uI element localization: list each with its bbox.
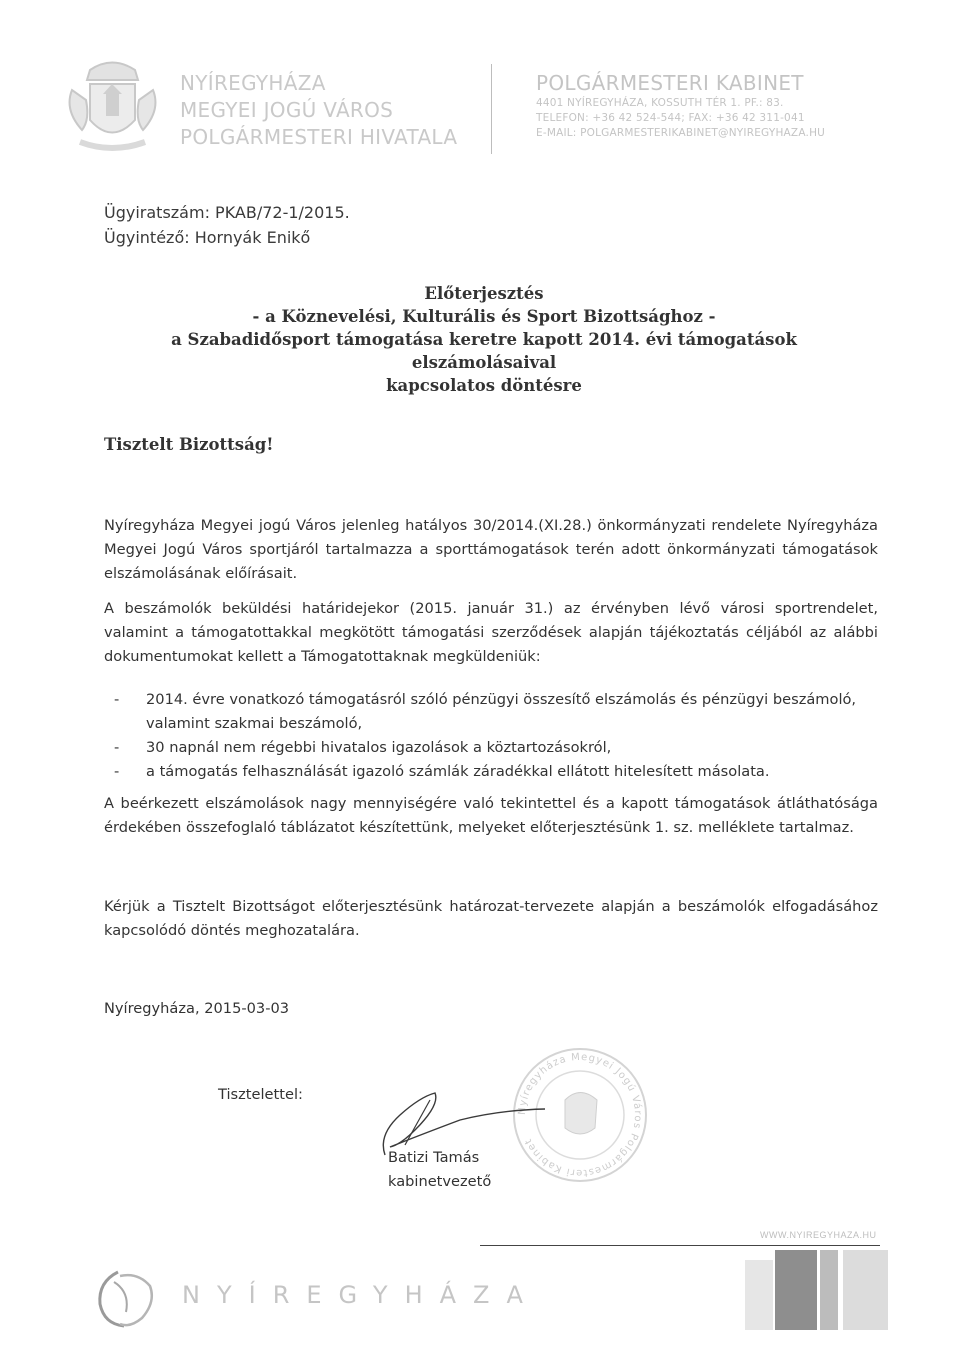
list-dash: - [114,739,120,756]
list-item [104,736,884,760]
cabinet-title: POLGÁRMESTERI KABINET [536,71,804,95]
file-number: Ügyiratszám: PKAB/72-1/2015. [104,203,350,222]
signer-title: kabinetvezető [388,1173,492,1190]
list-item-text: 30 napnál nem régebbi hivatalos igazolások a köztartozásokról, [146,739,612,756]
cabinet-contact-block [536,70,825,141]
header-divider [491,64,492,154]
clerk-name: Ügyintéző: Hornyák Enikő [104,228,311,247]
closing-salutation: Tisztelettel: [218,1086,303,1103]
cabinet-phone-fax: TELEFON: +36 42 524-544; FAX: +36 42 311-041 [536,112,805,124]
footer-wordmark: NYÍREGYHÁZA [182,1281,540,1309]
list-dash: - [114,763,120,780]
list-item [104,688,884,736]
city-name-line: POLGÁRMESTERI HIVATALA [180,125,458,149]
paragraph-deadline: A beszámolók beküldési határidejekor (2015. január 31.) az érvényben lévő városi sportrendelet, valamint a támogatottakkal megkötött támogatási szerződések alapján tájékoztatás céljából az alábbi dokumentumokat kellett a Támogatottaknak megküldeniük: [104,600,878,665]
list-dash: - [114,691,120,708]
footer-rule [480,1245,880,1246]
signer-block [388,1146,491,1194]
city-name-line: MEGYEI JOGÚ VÁROS [180,98,394,122]
list-item [104,760,884,784]
paragraph-regulation: Nyíregyháza Megyei jogú Város jelenleg hatályos 30/2014.(XI.28.) önkormányzati rendelete Nyíregyháza Megyei Jogú Város sportjáról tartalmazza a sporttámogatások terén adott önkormányzati támogatások elszámolásának előírásait. [104,517,878,582]
subject-line: - a Köznevelési, Kulturális és Sport Bizottsághoz - [252,307,716,326]
required-documents-list [104,688,884,784]
cabinet-email: E-MAIL: POLGARMESTERIKABINET@NYIREGYHAZA.HU [536,127,826,139]
stamp-text: Nyíregyháza Megyei Jogú Város Polgármesteri Kabinet [516,1051,644,1179]
footer-decor-bar [843,1250,888,1330]
city-name-line: NYÍREGYHÁZA [180,71,326,95]
paragraph-request: Kérjük a Tisztelt Bizottságot előterjesztésünk határozat-tervezete alapján a beszámolók elfogadásához kapcsolódó döntés meghozatalára. [104,898,878,939]
city-coat-of-arms-logo [60,50,165,160]
signer-name: Batizi Tamás [388,1149,480,1166]
subject-line: Előterjesztés [424,284,544,303]
subject-line: a Szabadidősport támogatása keretre kapott 2014. évi támogatások elszámolásaival [171,330,797,372]
list-item-text: 2014. évre vonatkozó támogatásról szóló pénzügyi összesítő elszámolás és pénzügyi beszámoló, valamint szakmai beszámoló, [146,691,857,732]
cabinet-address: 4401 NYÍREGYHÁZA, KOSSUTH TÉR 1. PF.: 83. [536,97,784,109]
footer-decor-bar [775,1250,817,1330]
subject-heading [104,282,864,397]
list-item-text: a támogatás felhasználását igazoló számlák záradékkal ellátott hitelesített másolata. [146,763,770,780]
footer-decor-bar [820,1250,838,1330]
file-meta [104,200,350,250]
greeting: Tisztelt Bizottság! [104,435,274,454]
city-name-block [180,70,457,151]
subject-line: kapcsolatos döntésre [386,376,582,395]
footer-city-logo-icon [90,1262,160,1332]
paragraph-summary-table: A beérkezett elszámolások nagy mennyiségére való tekintettel és a kapott támogatások átláthatósága érdekében összefoglaló táblázatot készítettünk, melyeket előterjesztésünk 1. sz. melléklete tartalmaz. [104,795,878,836]
date-line: Nyíregyháza, 2015-03-03 [104,1000,290,1017]
footer-decor-bar [745,1260,773,1330]
footer-website: WWW.NYIREGYHAZA.HU [760,1230,877,1240]
